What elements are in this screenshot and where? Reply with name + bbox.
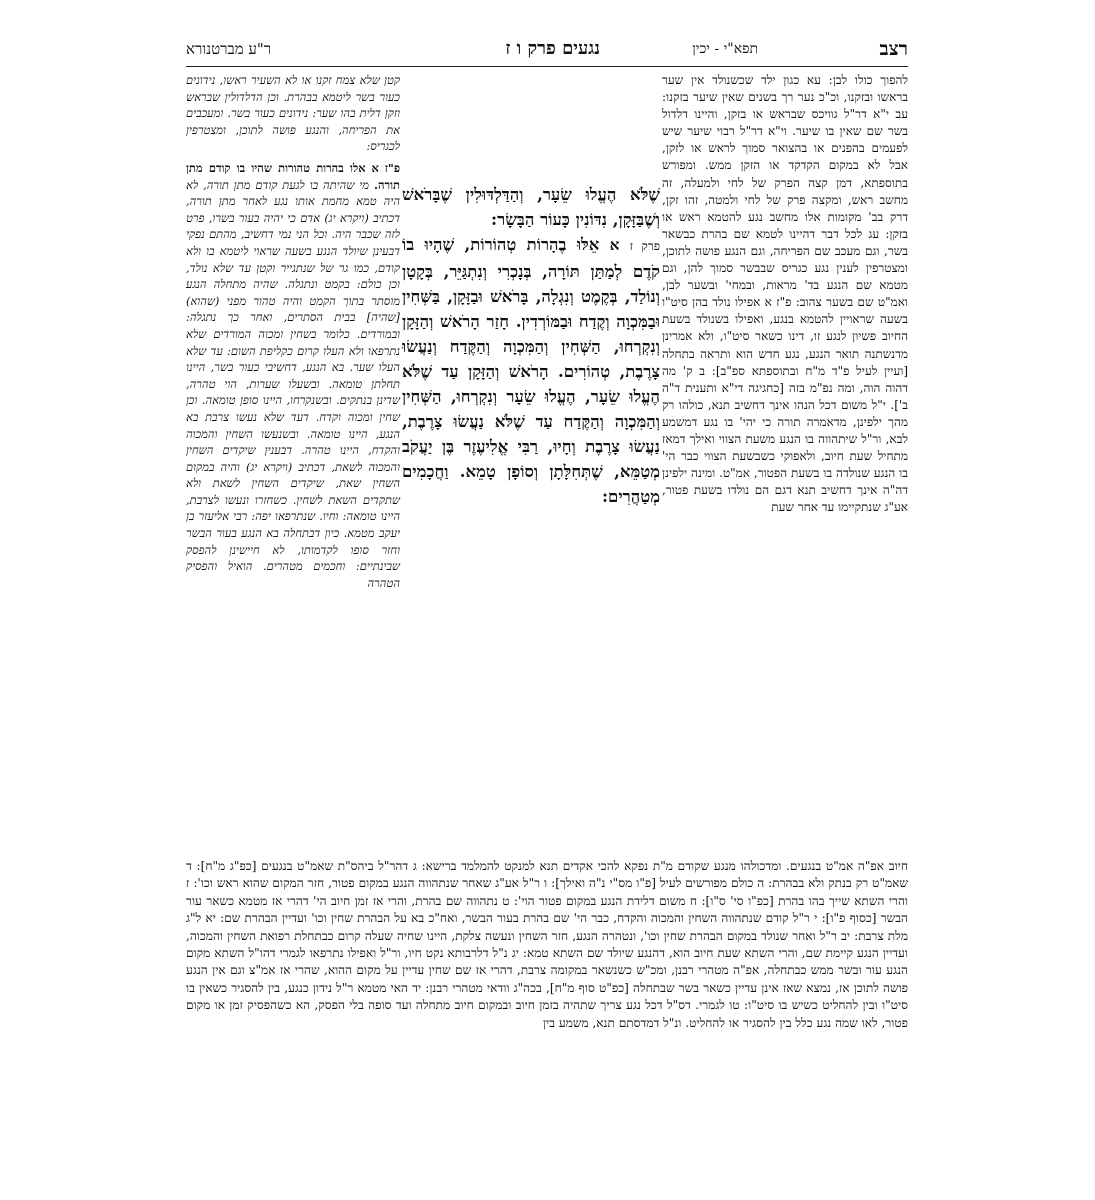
bartenura-p7-label: פ"ז <box>384 161 401 175</box>
folio-number: רצב <box>879 38 908 60</box>
tractate-chapter-title: נגעים פרק ו ז <box>505 38 600 59</box>
chapter-label: פרק ז <box>629 239 660 253</box>
running-header <box>186 38 908 64</box>
bartenura-p7-text: מי שהיתה בו לגעת קודם מתן תורה, לא היה טמא מחמת אותו נגע לאחר מתן תורה, דכתיב (ויקרא יג) אדם כי יהיה בעור בשרו, פרט לזה שכבר היה. וכל הני נמי דחשיב, מהתם נפקי דבעינן שיולד הנגע בשעה שראוי ליטמא בו ולא קודם, כמו גר של שנתגייר וקטן עד שלא נולד, וכן כולם: בקמט ונתגלה. שהיה מתחלה הנגע מוסתר בתוך הקמט והיה טהור מפני (שהוא) [שהיה] בבית הסתרים, ואחר כך נתגלה: ובמורדים. כלומר בשחין ומכוה המורדים שלא נתרפאו ולא העלו קרום כקליפת השום: עד שלא העלו שער. בא הנגע, דחשיבי כעור בשר, היינו תחלתן טומאה. ובשעלו שערות, הוי טהרה, שדינן בנתקים. ובשנקרחו, היינו סופן טומאה. וכן שחין ומכוה וקדח. דעד שלא נעשו צרבת בא הנגע, היינו טומאה. ובשנעשו השחין והמכוה והקדח, היינו טהרה. דבענין שיקדים השחין והמכוה לשאת, דכתיב (ויקרא יג) והיה במקום השחין שאת, שיקדים השחין לשאת ולא שתקדים השאת לשחין. כשחזרו ונעשו לצרבת, היינו טומאה: וחיו. שנתרפאו יפה: רבי אליעזר בן יעקב מטמא. כיון דבתחלה בא הנגע בעור הבשר וחזר סופו לקדמותו, לא חיישינן להפסק שבינתיים: וחכמים מטהרים. הואיל והפסיק הטהרה <box>186 177 400 590</box>
bartenura-p7-flow <box>186 160 400 850</box>
bartenura-p7-block <box>186 160 400 850</box>
mishnah-column <box>402 182 660 666</box>
yachin-commentary-text: להפוך כולו לבן: עא כגון ילד שכשנולד אין שער בראשו ובזקנו, וכ"כ נער רך בשנים שאין שיער בזקנו: עב י"א דר"ל גוויכס שבראש או בזקן, והיינו דלדול בשר שם שאין בו שיער. וי"א דר"ל רבוי שיער שיש לפעמים בהפנים או בהצואר סמוך לראש או לזקן, אבל לא במקום הקדקד או הזקן ממש. ומפורש בתוספתא, דמן קצה הפרק של לחי ולמעלה, זה מחשב ראש, ומקצה פרק של לחי ולמטה, זהו זקן, דרק בב' מקומות אלו מחשב נגע להטמא ראש או בזקן: עג לכל דבר דהיינו לטמא שם בהרת כבשאר בשר, וגם מעכב שם הפריחה, וגם הנגע פושה לתוכן, ומצטרפין לענין נגע כגריס שבבשר סמוך להן, וגם מטמא שם הנגע בד' מראות, ובמחי' ובשער לבן, ואמ"ט שם בשער צהוב: פ"ז א אפילו נולד בהן סיט"ו בשעה שראויין להטמא בנגע, ואפילו בשנולד בשעת החיוב פשיון לנגע זו, דינו כשאר סיט"ו, ולא אמרינן מדנשתנה תואר הנגע, נגע חדש הוא ותראה בתחלה [ועיין לעיל פ"ד מ"ח ובתוספתא ספ"ב]: ב ק' מה דהוה הוה, ומה נפ"מ בזה [כחגיגה די"א ותענית ד"ה ב']. י"ל משום דכל הנהו אינך דחשיב תנא, כולהו רק מהך ילפינן, מדאמרה תורה כי יהי' בו נגע דמשמע לבא, ור"ל שיתהווה בו הנגע משעת הצווי ואילך דמאז מתחיל שעת חיוב, ולאפוקי כשבשעת הצווי כבר הי' בו הנגע שנולדה בו בשעת הפטור, אמ"ט. ומינה ילפינן דה"ה אינך דחשיב תנא דגם הם נולדו בשעת פטור, אע"ג שנתקיימו עד אחר שעת <box>662 73 908 515</box>
bartenura-p7-letter: א <box>371 161 379 175</box>
mishnah-letter: א <box>609 236 620 254</box>
mishnah-end-prev: שֶׁלֹּא הֶעֱלוּ שֵׂעָר, וְהַדַּלְדּוּלִין שֶׁבָּרֹאשׁ וְשֶׁבַּזָּקָן, נִדּוֹנִין כָּעוֹר הַבָּשָׂר: <box>402 185 660 229</box>
commentary-yachin-header: תפא"י - יכין <box>692 41 758 57</box>
bartenura-p7-lemma: אלו בהרות טהורות שהיו בו קודם מתן תורה. <box>186 161 400 192</box>
header-rule <box>186 66 908 67</box>
mishnah-text: אֵלּוּ בֶהָרוֹת טְהוֹרוֹת, שֶׁהָיוּ בוֹ קֹדֶם לְמַתַּן תּוֹרָה, בְּנָכְרִי וְנִתְגַּיֵּר, בְּקָטָן וְנוֹלַד, בְּקֶמֶט וְנִגְלָה, בָּרֹאשׁ וּבַזָּקָן, בַּשְּׁחִין וּבַמִּכְוָה וְקֶדַח וּבַמּוֹרְדִין. חָזַר הָרֹאשׁ וְהַזָּקָן וְנִקְרְחוּ, הַשְּׁחִין וְהַמִּכְוָה וְהַקֶּדַח וְנַעֲשׂוּ צָרֶבֶת, טְהוֹרִים. הָרֹאשׁ וְהַזָּקָן עַד שֶׁלֹּא הֶעֱלוּ שֵׂעָר, הֶעֱלוּ שֵׂעָר וְנִקְרְחוּ, הַשְּׁחִין וְהַמִּכְוָה וְהַקֶּדַח עַד שֶׁלֹּא נַעֲשׂוּ צָרֶבֶת, נַעֲשׂוּ צָרֶבֶת וְחָיוּ, רַבִּי אֱלִיעֶזֶר בֶּן יַעֲקֹב מְטַמֵּא, שֶׁתְּחִלָּתָן וְסוֹפָן טָמֵא. וַחֲכָמִים מְטַהֲרִים: <box>402 235 660 506</box>
commentary-bartenura-header: ר"ע מברטנורא <box>186 40 272 58</box>
bartenura-top-text: קטן שלא צמח זקנו או לא השעיר ראשו, נידונים כעור בשר ליטמא בבהרת. וכן הדלדולין שבראש וזקן דלית בהו שער: נידונים כעור בשר. ומעכבים את הפריחה, והנגע פושה לתוכן, ומצטרפין לכגריס: <box>186 73 400 154</box>
yachin-bottom-notes: חיוב אפ"ה אמ"ט בנגעים. ומדכולהו מנגע שקודם מ"ת נפקא להכי אקדים תנא למנקט להמלמד ברישא: ג דהר"ל ביהס"ת שאמ"ט בנגעים [כפ"ג מ"ח]: ד שאמ"ט רק בנתק ולא בבהרת: ה כולם מפורשים לעיל [פ"ו מס"י נ"ה ואילך]: ו ר"ל אע"ג שאחר שנתהווה הנגע במקום פטור, חזר המקום שהוא ראש וכו': ז והרי השתא שייך בהו בהרת [כפ"ו סי' ס"ו]: ח משום דלידת הנגע במקום פטור הוי': ט נתהווה שם בהרת, והרי אז זמן חיוב הי' דהרי אז מטמא כשאר עור הבשר [כסוף פ"ו]: י ר"ל קודם שנתהווה השחין והמכוה והקדח, כבר הי' שם בהרת בעור הבשר, ואח"כ בא על הבהרת שחין וכו' ועדיין הבהרת שם: יא ל"ג מלת צרבת: יב ר"ל ואחר שנולד במקום הבהרת שחין וכו', ונטהרה הנגע, חזר השחין ונעשה צלקת, היינו שחיה שעלה קרום כבתחלת רפואת השחין והמכוה, ועדיין הנגע קיימת שם, והרי השתא שעת חיוב הוא, דהנגע שיולד שם השתא טמא: יג נ"ל דלרבותא נקט חיו, ור"ל ואפילו נתרפאו לגמרי דהו"ל השתא מקום הנגע עור ובשר ממש כבתחלה, אפ"ה מטהרי רבנן, ומכ"ש כשנשאר במקומה צרבת, דהרי אז שם שחין עדיין על מקום ההוא, שהרי אז אמ"צ וגם אין הנגע פושה לתוכן אז, נמצא שאז אינן עדיין כשאר בשר שבתחלה [כפ"ט סוף מ"ח], בכה"ג וודאי מטהרי רבנן: יד האי מטמא ר"ל נידון כנגע, בין להסגיר כשאין בו סיט"ו ובין להחליט כשיש בו סיט"ו: טו לגמרי. דס"ל דכל נגע צריך שתהיה בזמן חיוב ובמקום חיוב מתחלה ועד סופה בלי הפסק, הא כשהפסיק זמן או מקום פטור, לאו שמה נגע כלל בין להסגיר או להחליט. ונ"ל דמדסתם תנא, משמע בין <box>186 859 909 1030</box>
